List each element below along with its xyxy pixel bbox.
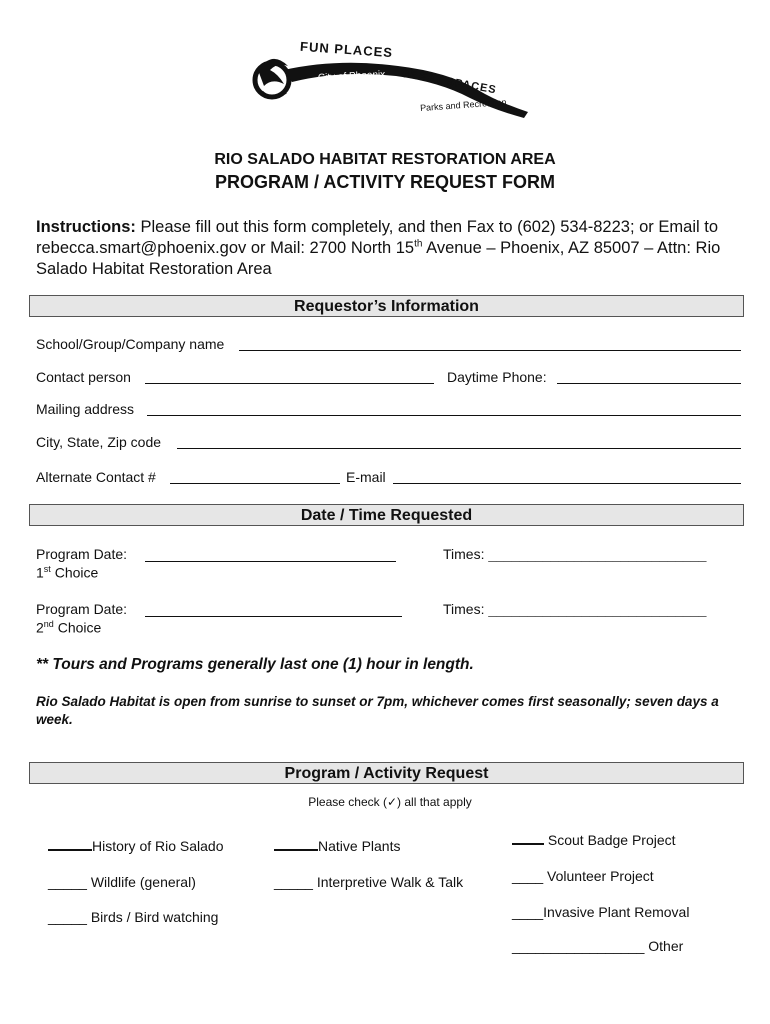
instructions-text-a: Please fill out this form completely, and then Fax to (602) 534-8223; or Email to rebecca.smart@phoenix.gov or Mail: 2700 North 15 (36, 218, 718, 257)
instructions (36, 217, 736, 280)
option-scout-label: Scout Badge Project (547, 832, 676, 848)
times-1-text: Times: (443, 546, 485, 562)
email-field[interactable] (393, 483, 741, 484)
times-2-label (443, 601, 706, 617)
form-title: PROGRAM / ACTIVITY REQUEST FORM (214, 172, 555, 192)
checkbox-invasive[interactable]: ____ (512, 904, 544, 920)
tours-note: ** Tours and Programs generally last one (1) hour in length. (36, 656, 474, 673)
times-2-text: Times: (443, 601, 485, 617)
phoenix-bird-icon (255, 59, 289, 97)
section-datetime-heading: Date / Time Requested (29, 504, 744, 526)
option-other[interactable] (512, 938, 683, 954)
city-label: City, State, Zip code (36, 434, 162, 450)
form-title-area: RIO SALADO HABITAT RESTORATION AREA (214, 151, 556, 168)
option-volunteer-label: Volunteer Project (547, 868, 654, 884)
option-scout[interactable] (512, 832, 676, 848)
checkbox-native-plants[interactable] (274, 849, 318, 851)
program-date-1-label: Program Date: (36, 546, 128, 562)
option-wildlife-label: Wildlife (general) (90, 874, 196, 890)
option-invasive[interactable] (512, 904, 689, 920)
choice-2-sup: nd (43, 619, 54, 629)
email-label: E-mail (346, 469, 386, 485)
option-birds-label: Birds / Bird watching (90, 909, 219, 925)
option-native-plants[interactable] (274, 838, 400, 854)
logo-text-parks: Parks and Recreation (419, 96, 507, 114)
instructions-label: Instructions: (36, 218, 136, 236)
mailing-field[interactable] (147, 415, 741, 416)
logo-text-city: City of Phoenix (317, 69, 386, 84)
phone-label: Daytime Phone: (447, 369, 547, 385)
checkbox-wildlife[interactable]: _____ (48, 874, 87, 890)
choice-1-word: Choice (50, 564, 99, 581)
contact-field[interactable] (145, 383, 434, 384)
alt-contact-label: Alternate Contact # (36, 469, 156, 485)
hours-note: Rio Salado Habitat is open from sunrise to sunset or 7pm, whichever comes first seasonally; seven days a week. (36, 694, 719, 727)
program-date-2-label: Program Date: (36, 601, 128, 617)
logo-text-fun-places: FUN PLACES (299, 38, 394, 61)
school-label: School/Group/Company name (36, 336, 225, 352)
section-requestor-heading: Requestor’s Information (29, 295, 744, 317)
logo-text-great-spaces: GREAT SPACES (399, 67, 498, 97)
choice-1-num: 1 (36, 564, 44, 581)
program-date-2-field[interactable] (145, 616, 402, 617)
checkbox-interpretive[interactable]: _____ (274, 874, 313, 890)
checkbox-scout[interactable] (512, 843, 544, 845)
option-birds[interactable] (48, 909, 218, 925)
city-field[interactable] (177, 448, 741, 449)
option-native-plants-label: Native Plants (318, 838, 401, 854)
checkbox-history[interactable] (48, 849, 92, 851)
choice-2-label (36, 619, 101, 636)
option-other-label: Other (648, 938, 684, 954)
choice-1-sup: st (43, 564, 51, 574)
mailing-label: Mailing address (36, 401, 135, 417)
choice-2-num: 2 (36, 619, 44, 636)
option-wildlife[interactable] (48, 874, 196, 890)
option-interpretive[interactable] (274, 874, 463, 890)
option-history-label: History of Rio Salado (92, 838, 224, 854)
checkbox-other[interactable]: _________________ (512, 938, 645, 954)
choice-1-label (36, 564, 98, 581)
instructions-sup: th (414, 238, 423, 250)
phone-field[interactable] (557, 383, 741, 384)
school-field[interactable] (239, 350, 741, 351)
choice-2-word: Choice (53, 619, 102, 636)
checkbox-volunteer[interactable]: ____ (512, 868, 544, 884)
option-history[interactable] (48, 838, 224, 854)
times-2-field[interactable]: ____________________________ (488, 601, 707, 617)
checkbox-birds[interactable]: _____ (48, 909, 87, 925)
option-interpretive-label: Interpretive Walk & Talk (316, 874, 464, 890)
check-note: Please check (✓) all that apply (308, 795, 472, 809)
alt-contact-field[interactable] (170, 483, 340, 484)
parks-logo (248, 40, 528, 122)
option-volunteer[interactable] (512, 868, 654, 884)
program-date-1-field[interactable] (145, 561, 396, 562)
option-invasive-label: Invasive Plant Removal (543, 904, 690, 920)
section-activity-heading: Program / Activity Request (29, 762, 744, 784)
times-1-field[interactable]: ____________________________ (488, 546, 707, 562)
instructions-text-b: Avenue – Phoenix, AZ 85007 – Attn: Rio Salado Habitat Restoration Area (36, 239, 721, 278)
contact-label: Contact person (36, 369, 131, 385)
times-1-label (443, 546, 706, 562)
